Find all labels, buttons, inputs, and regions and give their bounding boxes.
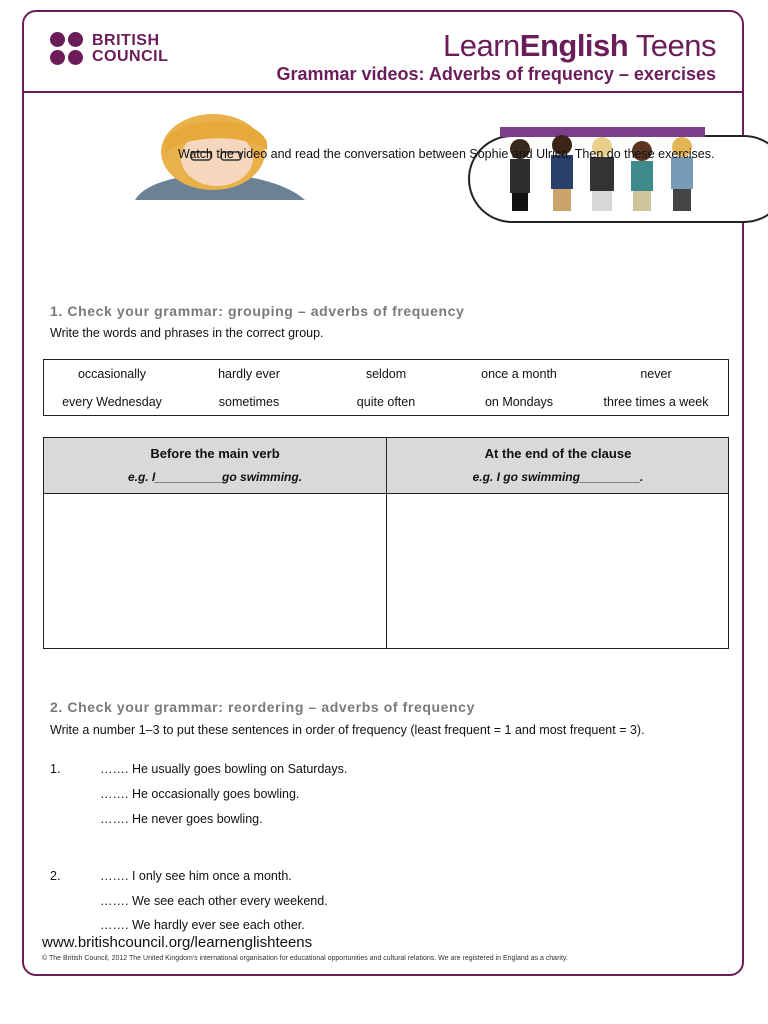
section2-instruction: Write a number 1–3 to put these sentences in order of frequency (least frequent = 1 and most frequent = 3). [50,723,645,737]
word-item: seldom [365,367,407,381]
column-example-before-verb: e.g. I__________go swimming. [127,470,303,484]
sentence-line[interactable]: ……. We hardly ever see each other. [100,918,305,932]
word-item: occasionally [77,367,147,381]
british-council-logo [50,32,168,66]
learnenglish-teens-logo: LearnEnglish Teens [442,28,716,63]
column-heading-before-verb: Before the main verb [150,446,280,461]
answer-cell-end-clause[interactable] [387,494,728,648]
column-heading-end-clause: At the end of the clause [484,446,632,461]
footer-url[interactable]: www.britishcouncil.org/learnenglishteens [42,934,313,951]
word-item: sometimes [218,395,280,409]
sentence-line[interactable]: ……. I only see him once a month. [100,869,292,883]
sentence-line[interactable]: ……. He usually goes bowling on Saturdays. [100,762,348,776]
teens-group-illustration [490,127,712,215]
answer-cell-before-verb[interactable] [44,494,386,648]
footer-copyright: © The British Council, 2012 The United Kingdom's international organisation for educational opportunities and cultural relations. We are registered in England as a charity. [42,955,568,962]
header-divider [24,91,742,93]
sentence-line[interactable]: ……. He occasionally goes bowling. [100,787,300,801]
section2-title: 2. Check your grammar: reordering – adverbs of frequency [50,699,475,715]
word-item: every Wednesday [62,395,162,409]
sentence-line[interactable]: ……. He never goes bowling. [100,812,263,826]
column-example-end-clause: e.g. I go swimming_________. [472,470,644,484]
document-title: Grammar videos: Adverbs of frequency – exercises [276,64,716,84]
word-item: once a month [481,367,557,381]
section1-instruction: Write the words and phrases in the correct group. [50,326,324,340]
section1-title: 1. Check your grammar: grouping – adverbs of frequency [50,303,465,319]
grouping-table [43,437,729,649]
word-item: hardly ever [218,367,280,381]
british-council-dots-icon [50,32,86,66]
word-item: never [640,367,672,381]
question-number: 1. [50,762,61,776]
word-item: quite often [356,395,416,409]
brand-left-line2: COUNCIL [92,48,169,65]
sentence-line[interactable]: ……. We see each other every weekend. [100,894,328,908]
word-item: on Mondays [484,395,554,409]
word-item: three times a week [603,395,709,409]
word-bank [43,359,729,416]
brand-left-line1: BRITISH [92,32,160,49]
intro-text: Watch the video and read the conversation between Sophie and Ulrica. Then do these exercises. [178,147,715,161]
question-number: 2. [50,869,61,883]
